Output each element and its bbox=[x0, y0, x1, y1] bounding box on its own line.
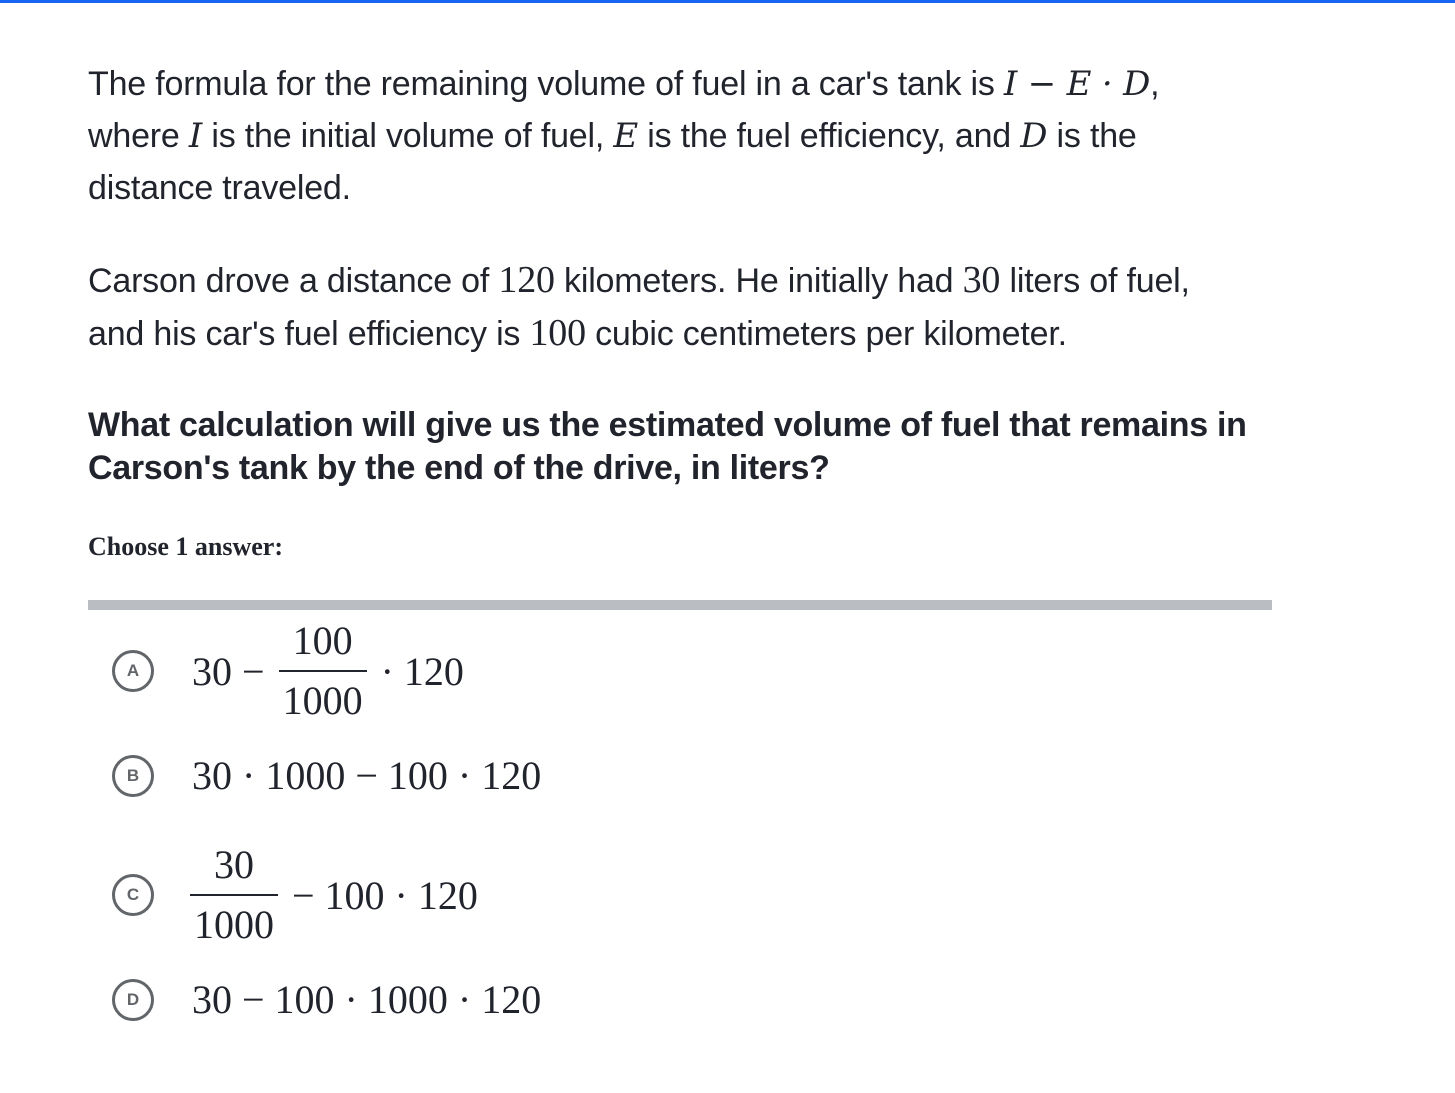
choice-d-radio-icon[interactable]: D bbox=[112, 979, 154, 1021]
distance-value: 120 bbox=[498, 259, 555, 301]
intro-text: is the fuel efficiency, and bbox=[637, 117, 1021, 155]
formula: I − E · D bbox=[1003, 64, 1151, 104]
choice-b[interactable] bbox=[112, 752, 541, 799]
scenario-text: Carson drove a distance of bbox=[88, 262, 499, 300]
choice-c[interactable] bbox=[112, 840, 478, 950]
choice-c-denominator: 1000 bbox=[194, 902, 274, 947]
choice-c-radio-icon[interactable]: C bbox=[112, 874, 154, 916]
choices-divider bbox=[88, 600, 1272, 610]
choice-c-expression bbox=[190, 840, 478, 950]
variable-d: D bbox=[1020, 116, 1048, 156]
choice-c-after: − 100 · 120 bbox=[292, 872, 478, 918]
choice-a-numerator: 100 bbox=[292, 618, 353, 663]
scenario-text: and his car's fuel efficiency is bbox=[88, 315, 530, 353]
liters-value: 30 bbox=[962, 259, 1001, 301]
scenario-text: liters of fuel, bbox=[1000, 262, 1190, 300]
choice-a-radio-icon[interactable]: A bbox=[112, 650, 154, 692]
intro-text: , bbox=[1150, 65, 1160, 103]
choice-d[interactable] bbox=[112, 976, 541, 1023]
question-prompt: What calculation will give us the estimated volume of fuel that remains in Carson's tank by the end of the drive, in liters? bbox=[88, 406, 1247, 487]
choose-label: Choose 1 answer: bbox=[88, 532, 283, 561]
variable-i: I bbox=[188, 116, 203, 156]
choice-a-after: · 120 bbox=[380, 648, 464, 694]
choice-d-expression: 30 − 100 · 1000 · 120 bbox=[192, 977, 542, 1022]
variable-e: E bbox=[613, 116, 638, 156]
fraction-bar bbox=[190, 894, 278, 896]
choice-b-radio-icon[interactable]: B bbox=[112, 755, 154, 797]
fraction-bar bbox=[279, 670, 367, 672]
scenario-text: cubic centimeters per kilometer. bbox=[585, 315, 1067, 353]
choice-a-denominator: 1000 bbox=[282, 678, 363, 723]
intro-text: The formula for the remaining volume of fuel in a car's tank is bbox=[88, 65, 1004, 103]
choice-a-before: 30 − bbox=[192, 648, 265, 694]
intro-text: where bbox=[88, 117, 189, 155]
top-accent-bar bbox=[0, 0, 1455, 3]
intro-paragraph bbox=[88, 58, 1272, 214]
choice-a-fraction bbox=[279, 616, 367, 726]
intro-text: distance traveled. bbox=[88, 169, 351, 207]
intro-text: is the initial volume of fuel, bbox=[202, 117, 614, 155]
intro-text: is the bbox=[1047, 117, 1137, 155]
choice-a[interactable] bbox=[112, 616, 464, 726]
scenario-text: kilometers. He initially had bbox=[554, 262, 963, 300]
choice-a-expression bbox=[192, 616, 464, 726]
efficiency-value: 100 bbox=[529, 312, 586, 354]
choice-c-fraction bbox=[190, 840, 278, 950]
choice-c-numerator: 30 bbox=[214, 842, 254, 887]
scenario-paragraph bbox=[88, 254, 1272, 360]
choice-b-expression: 30 · 1000 − 100 · 120 bbox=[192, 753, 542, 798]
